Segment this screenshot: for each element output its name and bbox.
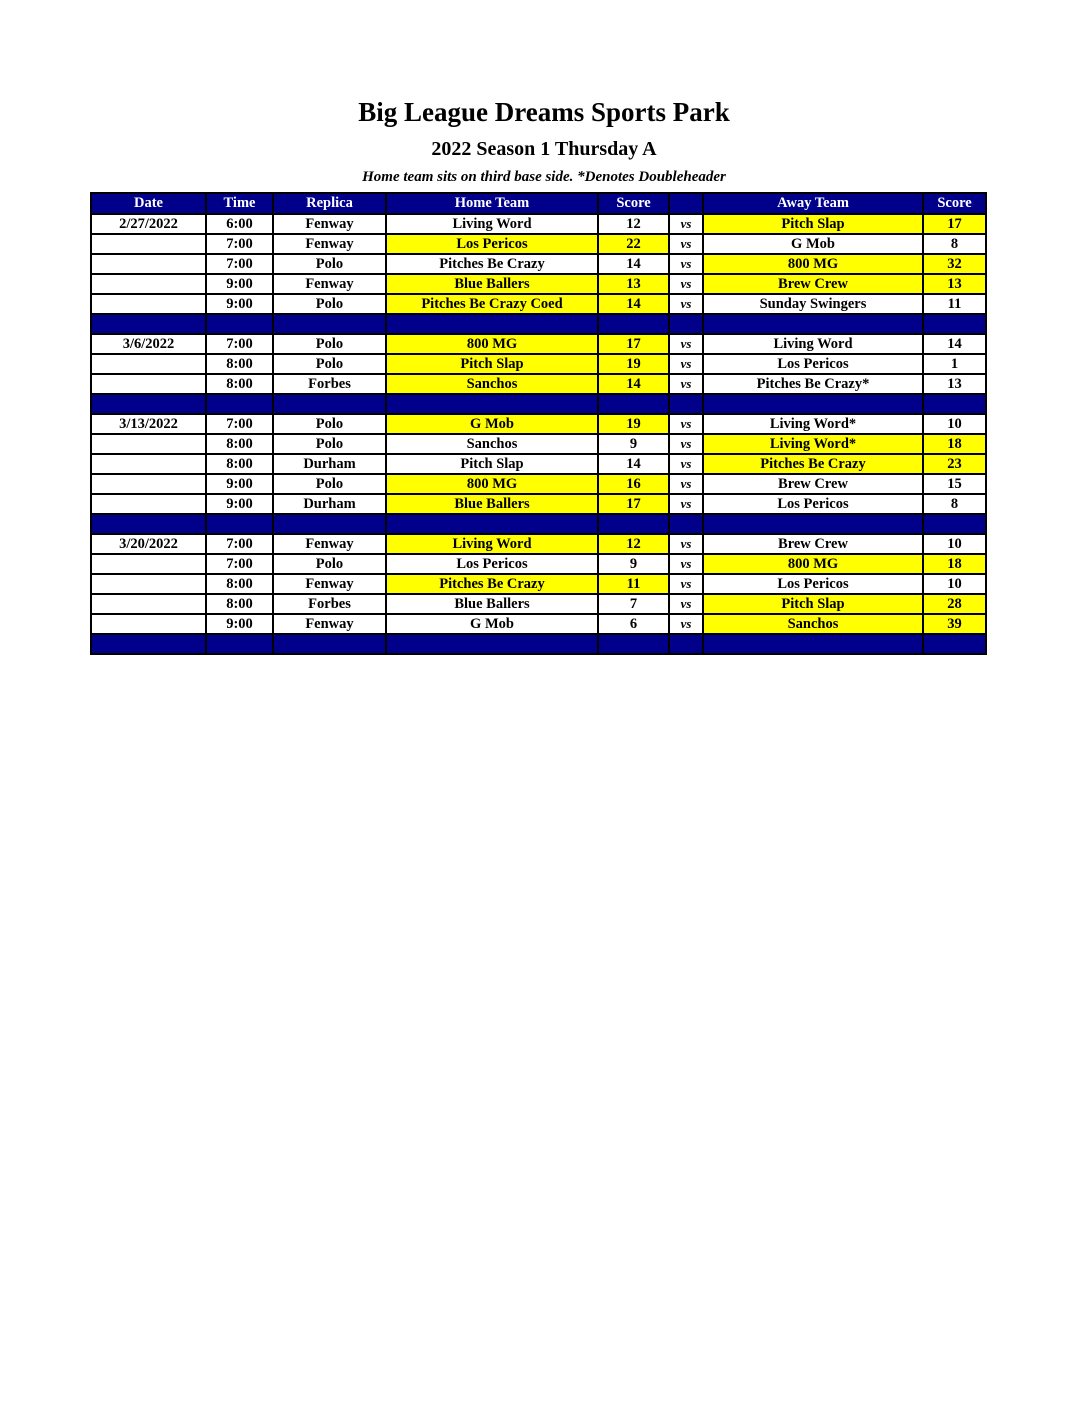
- replica-cell: Fenway: [273, 274, 386, 294]
- season-subtitle: 2022 Season 1 Thursday A: [431, 137, 657, 160]
- separator-row: [91, 394, 986, 414]
- separator-cell: [386, 394, 598, 414]
- away-team-cell: Pitch Slap: [703, 594, 923, 614]
- away-team-cell: Los Pericos: [703, 574, 923, 594]
- time-cell: 7:00: [206, 554, 273, 574]
- home-team-cell: Living Word: [386, 534, 598, 554]
- separator-cell: [273, 634, 386, 654]
- vs-cell: vs: [669, 494, 703, 514]
- home-score-cell: 11: [598, 574, 669, 594]
- replica-cell: Fenway: [273, 214, 386, 234]
- game-row: [91, 334, 986, 354]
- home-team-cell: Pitches Be Crazy Coed: [386, 294, 598, 314]
- column-header-home-team: Home Team: [386, 193, 598, 214]
- home-team-cell: 800 MG: [386, 474, 598, 494]
- date-cell: [91, 274, 206, 294]
- legend-note: Home team sits on third base side. *Denotes Doubleheader: [362, 168, 726, 185]
- game-row: [91, 574, 986, 594]
- separator-row: [91, 314, 986, 334]
- home-score-cell: 17: [598, 334, 669, 354]
- replica-cell: Forbes: [273, 594, 386, 614]
- vs-cell: vs: [669, 574, 703, 594]
- home-score-cell: 6: [598, 614, 669, 634]
- away-score-cell: 32: [923, 254, 986, 274]
- time-cell: 8:00: [206, 574, 273, 594]
- time-cell: 7:00: [206, 414, 273, 434]
- vs-cell: vs: [669, 614, 703, 634]
- time-cell: 8:00: [206, 354, 273, 374]
- home-score-cell: 14: [598, 294, 669, 314]
- vs-cell: vs: [669, 234, 703, 254]
- replica-cell: Fenway: [273, 614, 386, 634]
- separator-cell: [91, 514, 206, 534]
- separator-cell: [703, 634, 923, 654]
- page-title: Big League Dreams Sports Park: [358, 97, 730, 127]
- away-score-cell: 28: [923, 594, 986, 614]
- date-cell: 2/27/2022: [91, 214, 206, 234]
- away-team-cell: G Mob: [703, 234, 923, 254]
- separator-cell: [206, 314, 273, 334]
- separator-cell: [206, 394, 273, 414]
- home-score-cell: 9: [598, 554, 669, 574]
- home-score-cell: 14: [598, 454, 669, 474]
- separator-cell: [598, 514, 669, 534]
- time-cell: 9:00: [206, 614, 273, 634]
- vs-cell: vs: [669, 214, 703, 234]
- home-score-cell: 16: [598, 474, 669, 494]
- replica-cell: Polo: [273, 354, 386, 374]
- game-row: [91, 354, 986, 374]
- date-cell: [91, 574, 206, 594]
- date-cell: 3/13/2022: [91, 414, 206, 434]
- away-team-cell: Brew Crew: [703, 274, 923, 294]
- home-score-cell: 12: [598, 214, 669, 234]
- column-header-time: Time: [206, 193, 273, 214]
- replica-cell: Forbes: [273, 374, 386, 394]
- separator-cell: [598, 314, 669, 334]
- game-row: [91, 294, 986, 314]
- time-cell: 7:00: [206, 534, 273, 554]
- home-score-cell: 22: [598, 234, 669, 254]
- date-cell: [91, 294, 206, 314]
- away-team-cell: Pitch Slap: [703, 214, 923, 234]
- replica-cell: Fenway: [273, 574, 386, 594]
- date-cell: [91, 474, 206, 494]
- game-row: [91, 534, 986, 554]
- time-cell: 9:00: [206, 294, 273, 314]
- separator-cell: [206, 634, 273, 654]
- away-team-cell: Pitches Be Crazy: [703, 454, 923, 474]
- game-row: [91, 234, 986, 254]
- home-team-cell: G Mob: [386, 614, 598, 634]
- home-score-cell: 12: [598, 534, 669, 554]
- separator-cell: [669, 514, 703, 534]
- away-score-cell: 8: [923, 234, 986, 254]
- away-score-cell: 18: [923, 434, 986, 454]
- home-team-cell: Blue Ballers: [386, 594, 598, 614]
- away-team-cell: 800 MG: [703, 254, 923, 274]
- time-cell: 8:00: [206, 434, 273, 454]
- date-cell: 3/20/2022: [91, 534, 206, 554]
- away-score-cell: 23: [923, 454, 986, 474]
- away-team-cell: Brew Crew: [703, 534, 923, 554]
- replica-cell: Durham: [273, 494, 386, 514]
- date-cell: [91, 254, 206, 274]
- away-score-cell: 15: [923, 474, 986, 494]
- away-score-cell: 10: [923, 574, 986, 594]
- home-score-cell: 14: [598, 374, 669, 394]
- column-header-home-score: Score: [598, 193, 669, 214]
- replica-cell: Polo: [273, 294, 386, 314]
- away-team-cell: Living Word*: [703, 414, 923, 434]
- vs-cell: vs: [669, 534, 703, 554]
- time-cell: 8:00: [206, 454, 273, 474]
- game-row: [91, 414, 986, 434]
- separator-cell: [273, 514, 386, 534]
- home-team-cell: G Mob: [386, 414, 598, 434]
- separator-cell: [386, 314, 598, 334]
- separator-row: [91, 514, 986, 534]
- home-team-cell: 800 MG: [386, 334, 598, 354]
- vs-cell: vs: [669, 434, 703, 454]
- replica-cell: Polo: [273, 414, 386, 434]
- away-team-cell: Pitches Be Crazy*: [703, 374, 923, 394]
- column-header-away-team: Away Team: [703, 193, 923, 214]
- home-score-cell: 17: [598, 494, 669, 514]
- time-cell: 8:00: [206, 594, 273, 614]
- home-score-cell: 19: [598, 414, 669, 434]
- date-cell: [91, 594, 206, 614]
- away-team-cell: Los Pericos: [703, 354, 923, 374]
- time-cell: 6:00: [206, 214, 273, 234]
- vs-cell: vs: [669, 454, 703, 474]
- away-team-cell: Brew Crew: [703, 474, 923, 494]
- date-cell: [91, 454, 206, 474]
- vs-cell: vs: [669, 274, 703, 294]
- vs-cell: vs: [669, 354, 703, 374]
- home-team-cell: Los Pericos: [386, 234, 598, 254]
- replica-cell: Polo: [273, 254, 386, 274]
- home-team-cell: Blue Ballers: [386, 494, 598, 514]
- time-cell: 8:00: [206, 374, 273, 394]
- title-block: [0, 0, 1088, 185]
- game-row: [91, 374, 986, 394]
- replica-cell: Durham: [273, 454, 386, 474]
- separator-cell: [386, 514, 598, 534]
- separator-cell: [703, 314, 923, 334]
- separator-row: [91, 634, 986, 654]
- home-team-cell: Pitches Be Crazy: [386, 574, 598, 594]
- time-cell: 7:00: [206, 334, 273, 354]
- separator-cell: [386, 634, 598, 654]
- away-score-cell: 18: [923, 554, 986, 574]
- column-header-date: Date: [91, 193, 206, 214]
- vs-cell: vs: [669, 254, 703, 274]
- column-header-vs: [669, 193, 703, 214]
- away-team-cell: Los Pericos: [703, 494, 923, 514]
- date-cell: [91, 234, 206, 254]
- date-cell: [91, 614, 206, 634]
- home-team-cell: Living Word: [386, 214, 598, 234]
- home-score-cell: 19: [598, 354, 669, 374]
- away-team-cell: 800 MG: [703, 554, 923, 574]
- away-score-cell: 11: [923, 294, 986, 314]
- game-row: [91, 614, 986, 634]
- game-row: [91, 254, 986, 274]
- away-score-cell: 8: [923, 494, 986, 514]
- home-team-cell: Pitches Be Crazy: [386, 254, 598, 274]
- separator-cell: [923, 514, 986, 534]
- separator-cell: [273, 394, 386, 414]
- away-score-cell: 10: [923, 534, 986, 554]
- separator-cell: [273, 314, 386, 334]
- separator-cell: [703, 514, 923, 534]
- away-score-cell: 13: [923, 274, 986, 294]
- home-team-cell: Blue Ballers: [386, 274, 598, 294]
- separator-cell: [91, 394, 206, 414]
- schedule-table-body: [91, 214, 986, 654]
- date-cell: [91, 374, 206, 394]
- game-row: [91, 594, 986, 614]
- date-cell: 3/6/2022: [91, 334, 206, 354]
- separator-cell: [923, 634, 986, 654]
- away-score-cell: 17: [923, 214, 986, 234]
- away-team-cell: Living Word*: [703, 434, 923, 454]
- vs-cell: vs: [669, 594, 703, 614]
- home-score-cell: 13: [598, 274, 669, 294]
- home-team-cell: Pitch Slap: [386, 354, 598, 374]
- time-cell: 9:00: [206, 474, 273, 494]
- schedule-table: [90, 192, 987, 655]
- game-row: [91, 434, 986, 454]
- separator-cell: [598, 394, 669, 414]
- time-cell: 7:00: [206, 234, 273, 254]
- separator-cell: [669, 634, 703, 654]
- date-cell: [91, 434, 206, 454]
- away-score-cell: 39: [923, 614, 986, 634]
- vs-cell: vs: [669, 414, 703, 434]
- separator-cell: [91, 634, 206, 654]
- separator-cell: [206, 514, 273, 534]
- separator-cell: [669, 394, 703, 414]
- game-row: [91, 274, 986, 294]
- time-cell: 7:00: [206, 254, 273, 274]
- separator-cell: [923, 314, 986, 334]
- game-row: [91, 494, 986, 514]
- home-team-cell: Los Pericos: [386, 554, 598, 574]
- home-team-cell: Pitch Slap: [386, 454, 598, 474]
- separator-cell: [598, 634, 669, 654]
- replica-cell: Fenway: [273, 534, 386, 554]
- replica-cell: Polo: [273, 434, 386, 454]
- date-cell: [91, 554, 206, 574]
- separator-cell: [703, 394, 923, 414]
- home-team-cell: Sanchos: [386, 374, 598, 394]
- home-team-cell: Sanchos: [386, 434, 598, 454]
- game-row: [91, 214, 986, 234]
- game-row: [91, 454, 986, 474]
- column-header-away-score: Score: [923, 193, 986, 214]
- vs-cell: vs: [669, 474, 703, 494]
- away-team-cell: Sunday Swingers: [703, 294, 923, 314]
- away-score-cell: 14: [923, 334, 986, 354]
- replica-cell: Polo: [273, 334, 386, 354]
- separator-cell: [669, 314, 703, 334]
- replica-cell: Polo: [273, 554, 386, 574]
- replica-cell: Fenway: [273, 234, 386, 254]
- away-score-cell: 10: [923, 414, 986, 434]
- vs-cell: vs: [669, 374, 703, 394]
- column-header-replica: Replica: [273, 193, 386, 214]
- separator-cell: [91, 314, 206, 334]
- away-team-cell: Living Word: [703, 334, 923, 354]
- replica-cell: Polo: [273, 474, 386, 494]
- away-score-cell: 13: [923, 374, 986, 394]
- away-score-cell: 1: [923, 354, 986, 374]
- vs-cell: vs: [669, 294, 703, 314]
- away-team-cell: Sanchos: [703, 614, 923, 634]
- game-row: [91, 554, 986, 574]
- home-score-cell: 7: [598, 594, 669, 614]
- date-cell: [91, 494, 206, 514]
- vs-cell: vs: [669, 554, 703, 574]
- home-score-cell: 14: [598, 254, 669, 274]
- time-cell: 9:00: [206, 494, 273, 514]
- vs-cell: vs: [669, 334, 703, 354]
- home-score-cell: 9: [598, 434, 669, 454]
- table-header-row: [91, 193, 986, 214]
- date-cell: [91, 354, 206, 374]
- game-row: [91, 474, 986, 494]
- time-cell: 9:00: [206, 274, 273, 294]
- separator-cell: [923, 394, 986, 414]
